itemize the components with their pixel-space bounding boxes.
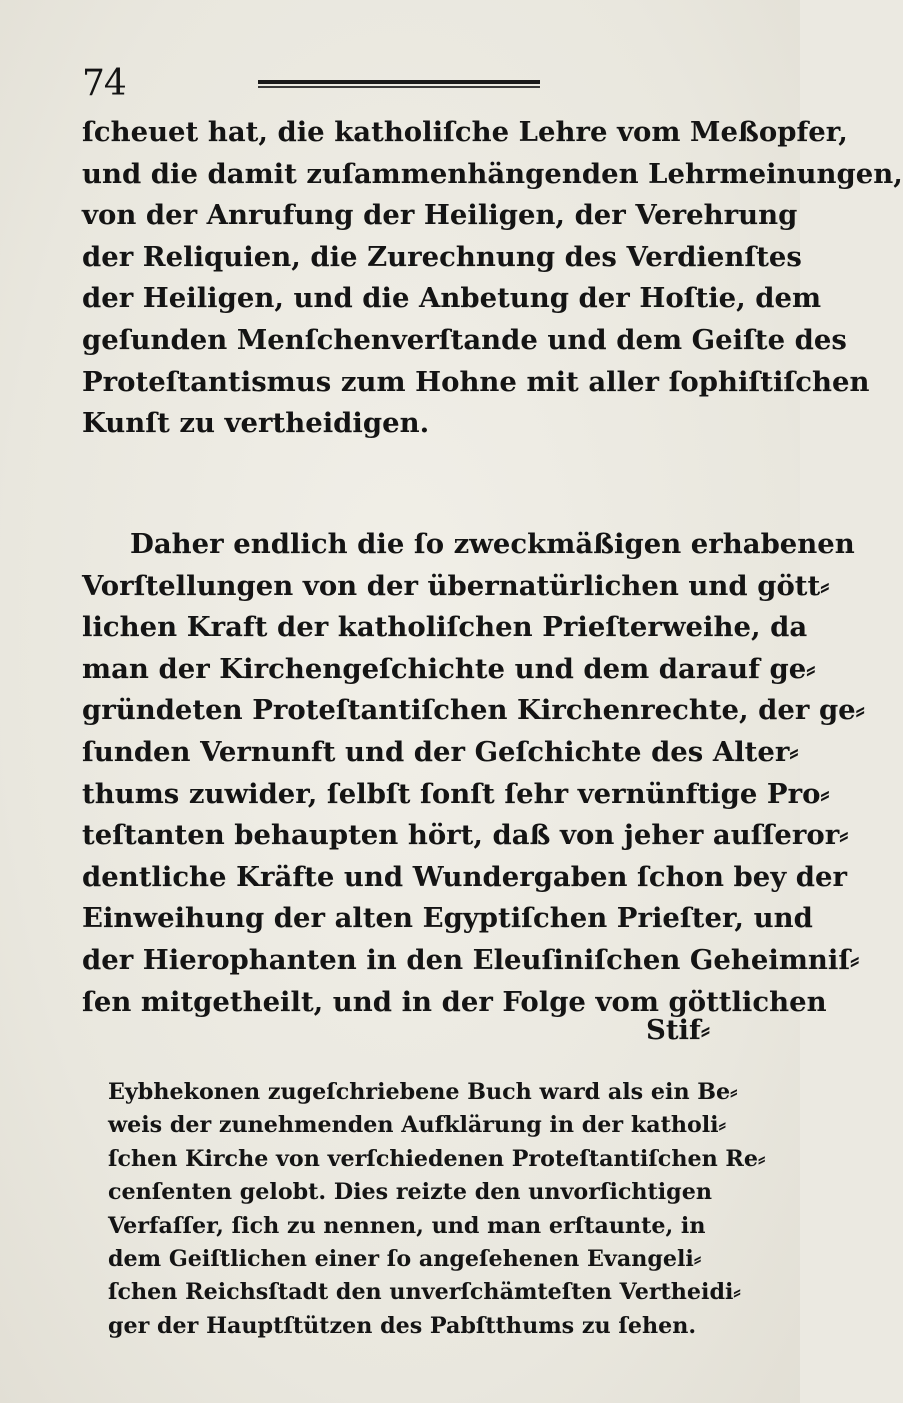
page-number: 74 bbox=[82, 63, 126, 104]
text-line: von der Anrufung der Heiligen, der Verehrung bbox=[82, 199, 798, 232]
header-rule-thick bbox=[258, 80, 540, 84]
catchword: Stif⸗ bbox=[646, 1014, 710, 1046]
paragraph-1 bbox=[82, 112, 903, 445]
text-line: Kunſt zu vertheidigen. bbox=[82, 407, 430, 440]
text-line: ſunden Vernunft und der Geſchichte des Alter⸗ bbox=[82, 735, 799, 768]
text-line: Vorſtellungen von der übernatürlichen und gött⸗ bbox=[82, 569, 830, 602]
text-line: ſen mitgetheilt, und in der Folge vom göttlichen bbox=[82, 985, 827, 1018]
footnote-line: dem Geiſtlichen einer ſo angeſehenen Evangeli⸗ bbox=[108, 1246, 702, 1273]
text-line: gründeten Proteſtantiſchen Kirchenrechte, der ge⸗ bbox=[82, 694, 865, 727]
paragraph-2 bbox=[82, 524, 865, 1023]
footnote-line: Eybhekonen zugeſchriebene Buch ward als ein Be⸗ bbox=[108, 1079, 738, 1105]
text-line: Einweihung der alten Egyptiſchen Prieſter, und bbox=[82, 902, 813, 935]
text-line: der Hierophanten in den Eleuſiniſchen Geheimniſ⸗ bbox=[82, 943, 860, 976]
footnote bbox=[108, 1076, 766, 1343]
text-line: geſunden Menſchenverſtande und dem Geiſte des bbox=[82, 323, 847, 356]
text-line: Proteſtantismus zum Hohne mit aller ſophiſtiſchen bbox=[82, 365, 870, 398]
footnote-line: ger der Hauptſtützen des Pabſtthums zu ſehen. bbox=[108, 1312, 697, 1339]
text-line: der Heiligen, und die Anbetung der Hoſtie, dem bbox=[82, 282, 822, 315]
text-line: teſtanten behaupten hört, daß von jeher auſſeror⸗ bbox=[82, 819, 849, 852]
footnote-line: cenſenten gelobt. Dies reizte den unvorſichtigen bbox=[108, 1179, 712, 1206]
footnote-line: ſchen Kirche von verſchiedenen Proteſtantiſchen Re⸗ bbox=[108, 1145, 766, 1172]
footnote-line: weis der zunehmenden Aufklärung in der katholi⸗ bbox=[108, 1112, 726, 1139]
footnote-line: ſchen Reichsſtadt den unverſchämteſten Vertheidi⸗ bbox=[108, 1279, 741, 1306]
text-line: lichen Kraft der katholiſchen Prieſterweihe, da bbox=[82, 611, 808, 644]
header-rule-thin bbox=[258, 86, 540, 88]
text-line: dentliche Kräfte und Wundergaben ſchon bey der bbox=[82, 860, 848, 893]
text-line: Daher endlich die ſo zweckmäßigen erhabenen bbox=[130, 528, 855, 560]
header-rule-ornament bbox=[258, 80, 540, 90]
text-line: ſcheuet hat, die katholiſche Lehre vom Meßopfer, bbox=[82, 116, 848, 148]
text-line: thums zuwider, ſelbſt ſonſt ſehr vernünftige Pro⸗ bbox=[82, 777, 830, 810]
text-line: und die damit zuſammenhängenden Lehrmeinungen, bbox=[82, 157, 903, 190]
text-line: man der Kirchengeſchichte und dem darauf ge⸗ bbox=[82, 652, 816, 685]
text-line: der Reliquien, die Zurechnung des Verdienſtes bbox=[82, 240, 802, 273]
footnote-line: Verfaſſer, ſich zu nennen, und man erſtaunte, in bbox=[108, 1212, 706, 1239]
